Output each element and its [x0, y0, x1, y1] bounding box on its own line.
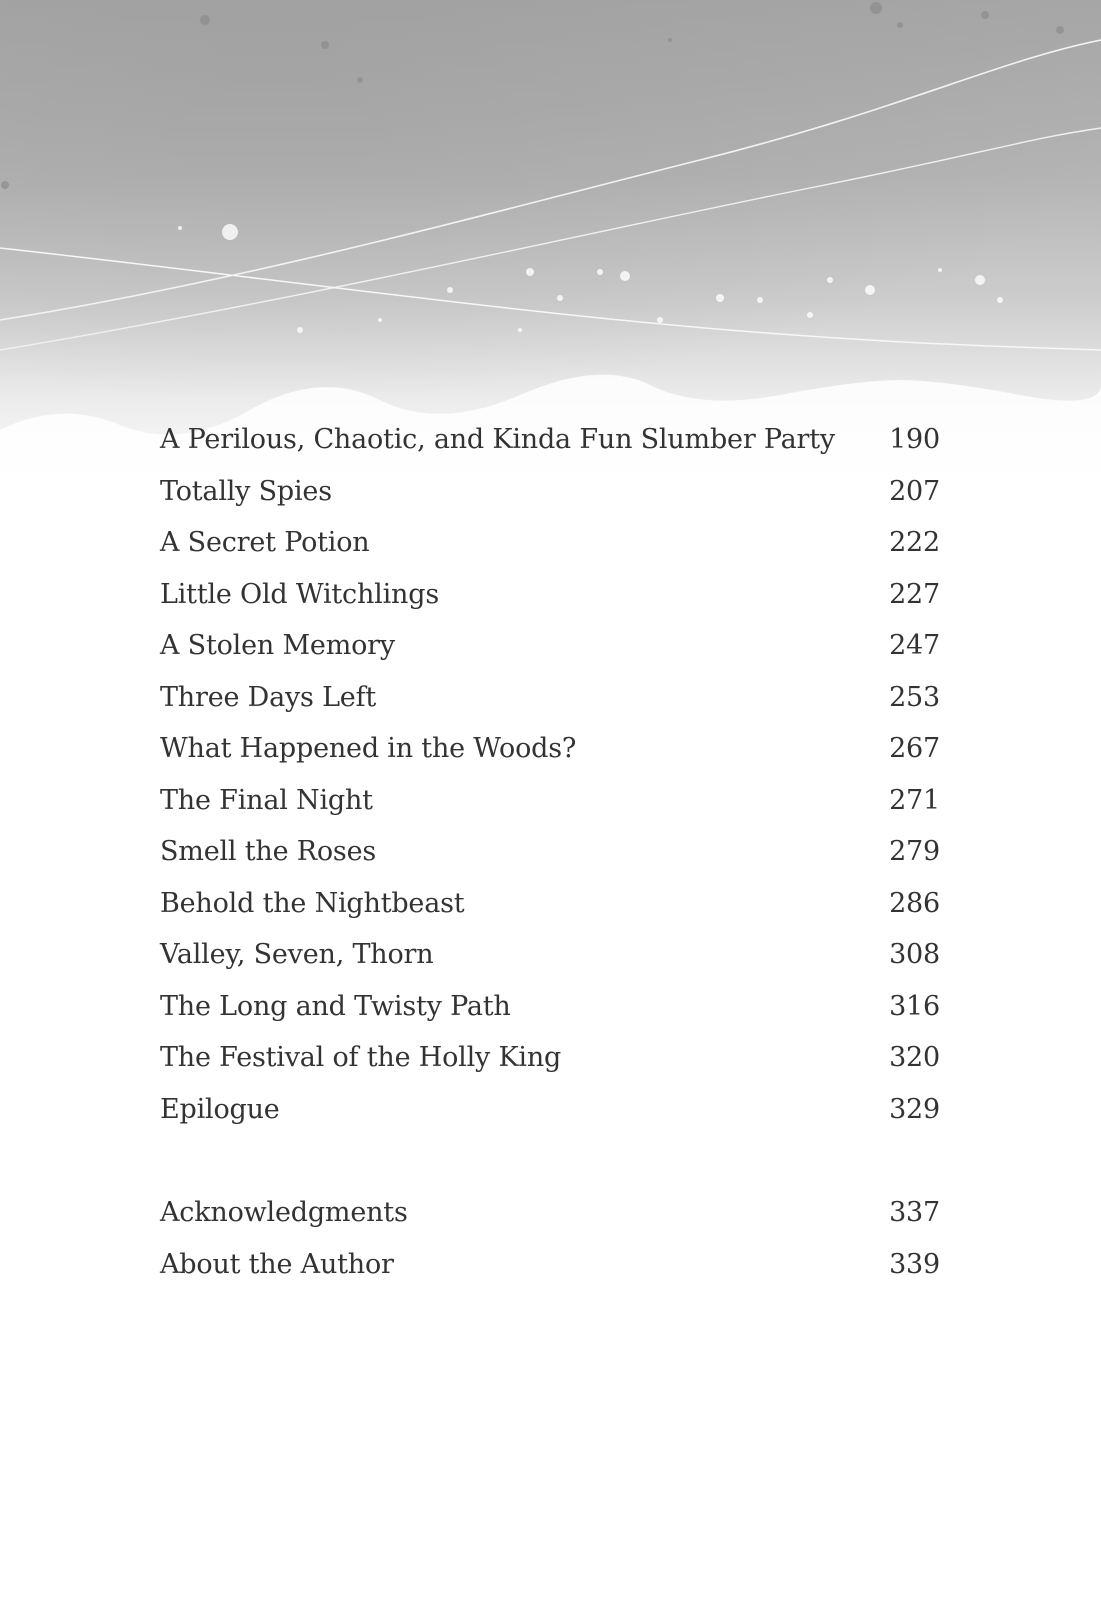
- toc-entry-title: A Stolen Memory: [160, 630, 395, 661]
- toc-entry-page: 286: [889, 887, 940, 919]
- toc-entry-page: 337: [889, 1197, 940, 1228]
- toc-entry-acknowledgments[interactable]: [160, 1195, 940, 1247]
- toc-entry[interactable]: [160, 937, 940, 989]
- toc-entry-page: 329: [889, 1093, 940, 1125]
- toc-section-gap: [160, 1143, 940, 1195]
- toc-entry[interactable]: [160, 989, 940, 1041]
- toc-entry-page: 227: [889, 578, 940, 610]
- toc-entry-title: The Long and Twisty Path: [160, 990, 511, 1022]
- toc-entry-title: A Secret Potion: [160, 527, 370, 558]
- toc-entry-page: 308: [889, 939, 940, 970]
- toc-entry-title: Three Days Left: [160, 681, 377, 713]
- toc-entry[interactable]: [160, 577, 940, 629]
- toc-entry-page: 253: [889, 681, 940, 713]
- toc-entry[interactable]: [160, 1092, 940, 1144]
- toc-entry[interactable]: [160, 886, 940, 938]
- toc-entry[interactable]: [160, 783, 940, 835]
- toc-entry[interactable]: [160, 525, 940, 577]
- toc-entry-title: The Festival of the Holly King: [160, 1042, 562, 1073]
- toc-entry-title: Behold the Nightbeast: [160, 887, 465, 919]
- toc-entry-title: About the Author: [160, 1248, 394, 1280]
- toc-entry-page: 339: [889, 1248, 940, 1280]
- toc-entry[interactable]: [160, 1040, 940, 1092]
- toc-entry-page: 222: [889, 527, 940, 558]
- toc-entry-page: 190: [889, 424, 940, 455]
- toc-entry-page: 247: [889, 630, 940, 661]
- toc-entry-title: Valley, Seven, Thorn: [160, 939, 434, 970]
- toc-entry[interactable]: [160, 474, 940, 526]
- toc-entry-title: Little Old Witchlings: [160, 578, 439, 610]
- toc-entry-about-the-author[interactable]: [160, 1247, 940, 1299]
- toc-entry-page: 271: [889, 784, 940, 816]
- toc-entry-title: The Final Night: [160, 784, 373, 816]
- toc-entry-page: 316: [889, 990, 940, 1022]
- toc-entry-title: Smell the Roses: [160, 836, 377, 867]
- table-of-contents: [160, 422, 940, 1298]
- toc-entry-title: Acknowledgments: [160, 1197, 408, 1228]
- toc-entry[interactable]: [160, 680, 940, 732]
- toc-entry-title: Epilogue: [160, 1093, 280, 1125]
- toc-entry-page: 207: [889, 475, 940, 507]
- toc-entry-title: Totally Spies: [160, 475, 332, 507]
- toc-entry[interactable]: [160, 422, 940, 474]
- toc-entry-page: 320: [889, 1042, 940, 1073]
- toc-entry[interactable]: [160, 731, 940, 783]
- toc-entry-title: What Happened in the Woods?: [160, 733, 577, 764]
- toc-entry-page: 279: [889, 836, 940, 867]
- toc-entry-page: 267: [889, 733, 940, 764]
- toc-entry-title: A Perilous, Chaotic, and Kinda Fun Slumber Party: [160, 424, 835, 455]
- toc-entry[interactable]: [160, 628, 940, 680]
- toc-entry[interactable]: [160, 834, 940, 886]
